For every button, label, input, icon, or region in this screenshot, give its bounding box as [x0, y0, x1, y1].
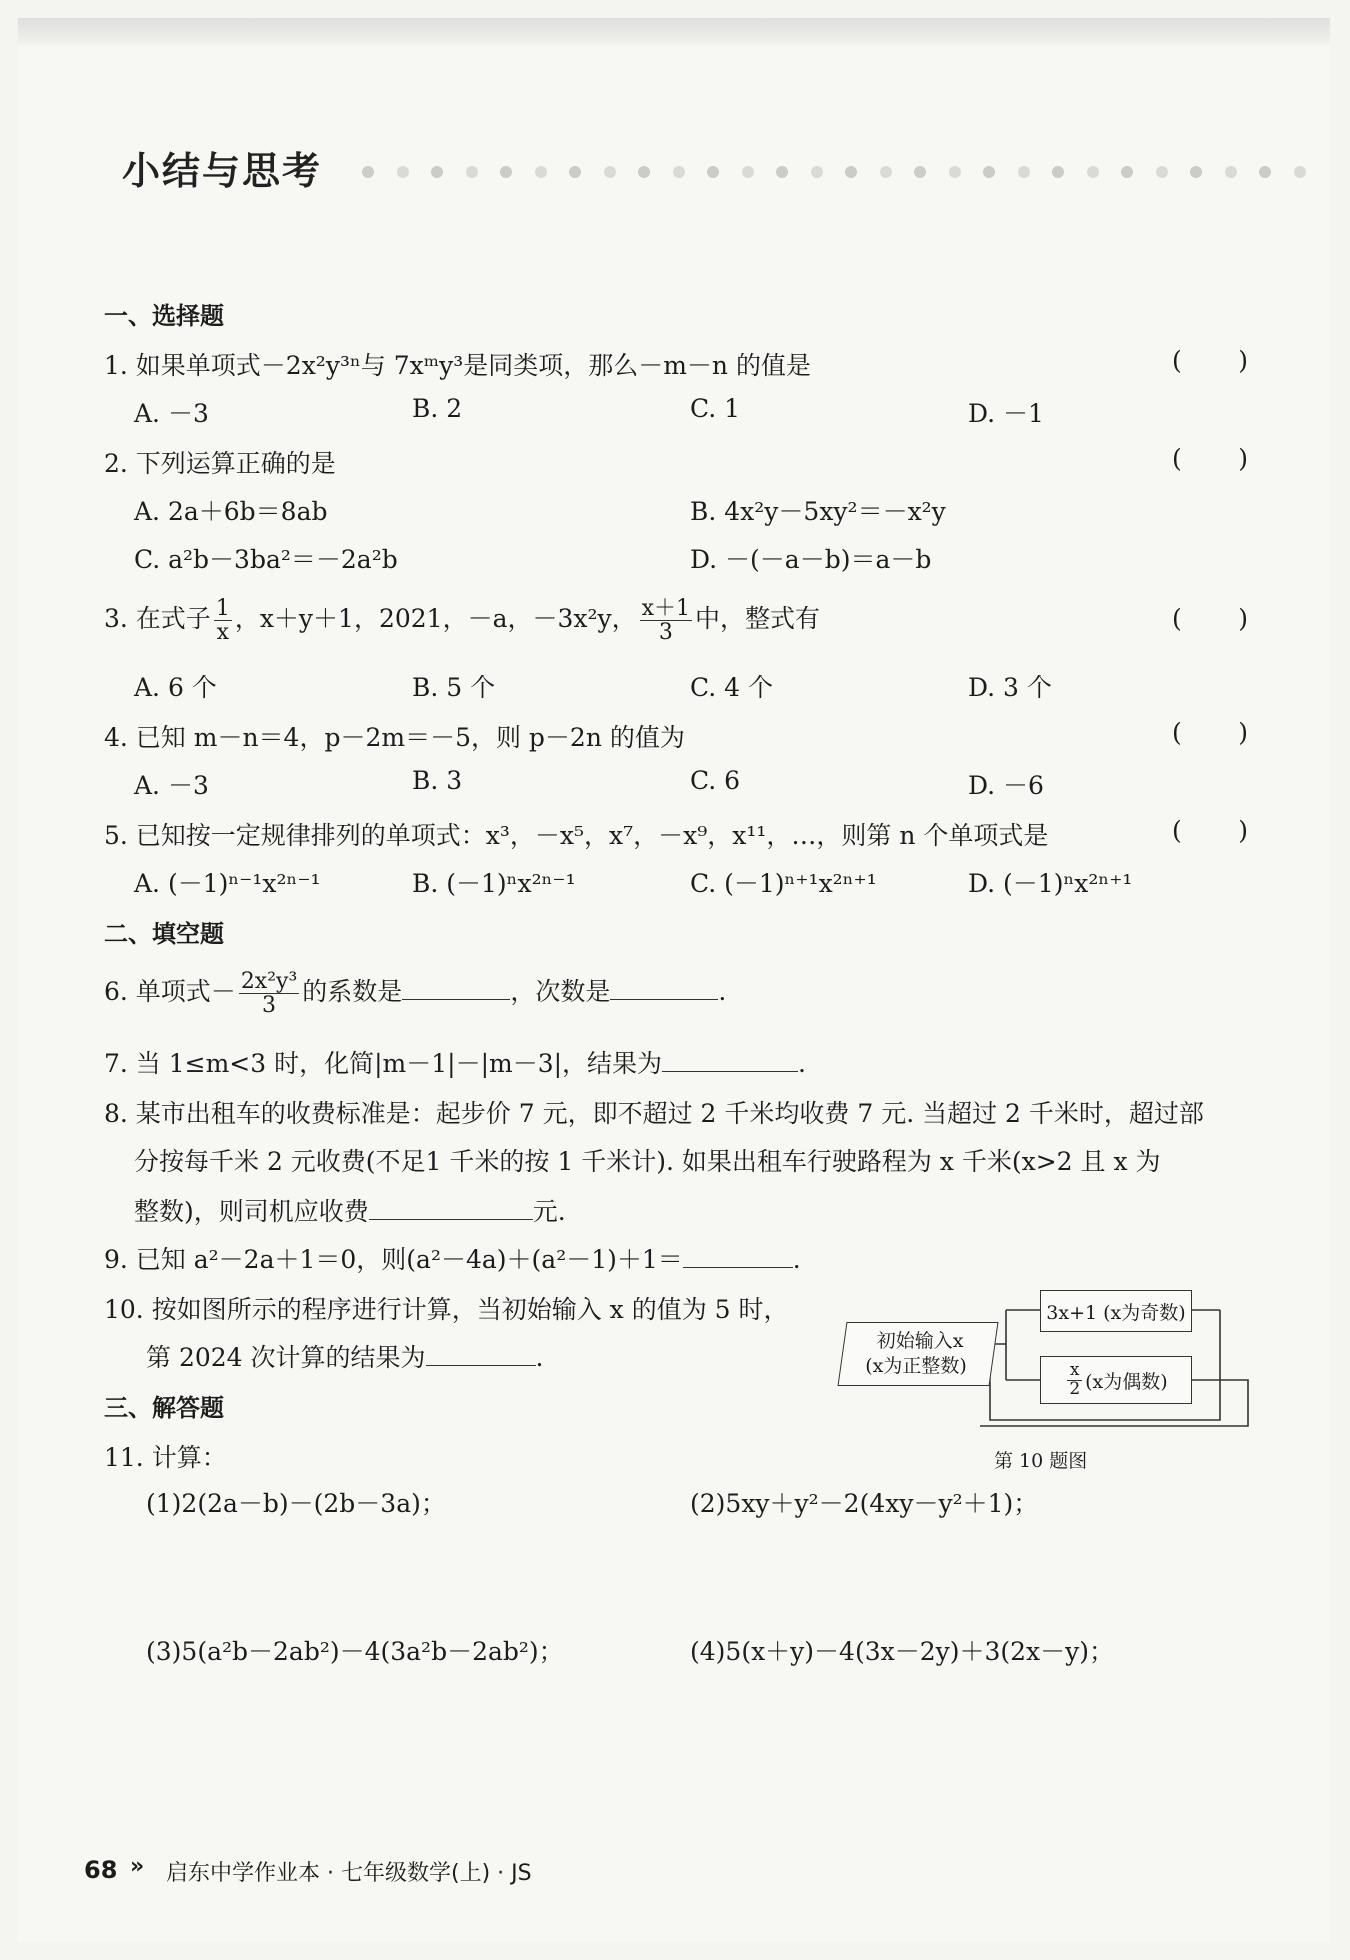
title-dot	[1087, 166, 1099, 178]
q4-stem: 4. 已知 m－n＝4，p－2m＝－5，则 p－2n 的值为	[104, 723, 685, 752]
q7-text: 7. 当 1≤m<3 时，化简|m－1|－|m－3|，结果为 .	[104, 1049, 806, 1078]
q5-stem: 5. 已知按一定规律排列的单项式：x³，－x⁵，x⁷，－x⁹，x¹¹，…，则第 n 个单项式是	[104, 821, 1049, 850]
title-dot	[880, 166, 892, 178]
flowchart-odd-box: 3x+1 (x为奇数)	[1040, 1290, 1192, 1332]
title-dot	[1294, 166, 1306, 178]
q8-line3: 整数)，则司机应收费 元.	[134, 1197, 566, 1226]
q8-blank[interactable]	[369, 1195, 533, 1220]
top-band	[18, 18, 1330, 46]
title-dot	[500, 166, 512, 178]
q3-fraction-x-plus-1-over-3: $\frac{x+1}{3}$	[641, 595, 691, 645]
q2-option-a: A. 2a＋6b＝8ab	[134, 497, 328, 526]
title-dot	[397, 166, 409, 178]
title-dot	[742, 166, 754, 178]
q4-option-c: C. 6	[690, 766, 741, 795]
q10-blank[interactable]	[426, 1341, 536, 1366]
title-dot	[1259, 166, 1271, 178]
q1-stem: 1. 如果单项式－2x²y³ⁿ与 7xᵐy³是同类项，那么－m－n 的值是	[104, 351, 811, 380]
footer-page-number: 68	[84, 1856, 118, 1884]
title-dot	[362, 166, 374, 178]
q3-option-c: C. 4 个	[690, 673, 773, 702]
title-dot	[569, 166, 581, 178]
q1-option-b: B. 2	[412, 394, 463, 423]
q5-option-d: D. (－1)ⁿx²ⁿ⁺¹	[968, 869, 1133, 898]
part1-heading: 一、选择题	[104, 302, 224, 330]
q2-option-c: C. a²b－3ba²＝－2a²b	[134, 545, 398, 574]
q8-line2: 分按每千米 2 元收费(不足1 千米的按 1 千米计). 如果出租车行驶路程为 x 千米(x>2 且 x 为	[134, 1147, 1161, 1176]
part2-heading: 二、填空题	[104, 920, 224, 948]
q6-blank-coefficient[interactable]	[402, 975, 510, 1000]
q5-option-b: B. (－1)ⁿx²ⁿ⁻¹	[412, 869, 576, 898]
title-dot	[1121, 166, 1133, 178]
title-dot	[673, 166, 685, 178]
title-dot	[983, 166, 995, 178]
title-dot	[1156, 166, 1168, 178]
q2-option-b: B. 4x²y－5xy²＝－x²y	[690, 497, 946, 526]
q4-option-a: A. －3	[134, 771, 209, 800]
title-dot	[707, 166, 719, 178]
title-dot	[604, 166, 616, 178]
q11-part2: (2)5xy＋y²－2(4xy－y²＋1)；	[690, 1489, 1039, 1518]
title-dot	[1190, 166, 1202, 178]
title-dot	[1052, 166, 1064, 178]
q5-option-a: A. (－1)ⁿ⁻¹x²ⁿ⁻¹	[134, 869, 321, 898]
q4-option-d: D. －6	[968, 771, 1044, 800]
title-dot	[1225, 166, 1237, 178]
section-title: 小结与思考	[122, 149, 323, 193]
part3-heading: 三、解答题	[104, 1394, 224, 1422]
q5-option-c: C. (－1)ⁿ⁺¹x²ⁿ⁺¹	[690, 869, 877, 898]
q2-option-d: D. －(－a－b)＝a－b	[690, 545, 932, 574]
q11-stem: 11. 计算：	[104, 1443, 227, 1472]
title-dot	[949, 166, 961, 178]
title-dot	[431, 166, 443, 178]
title-dot	[914, 166, 926, 178]
q3-option-a: A. 6 个	[134, 673, 217, 702]
q4-option-b: B. 3	[412, 766, 463, 795]
q9-text: 9. 已知 a²－2a＋1＝0，则(a²－4a)＋(a²－1)＋1＝ .	[104, 1245, 801, 1274]
q11-part4: (4)5(x＋y)－4(3x－2y)＋3(2x－y)；	[690, 1637, 1115, 1666]
q6-blank-degree[interactable]	[610, 975, 718, 1000]
q6-fraction: $\frac{\text{2x²y³}}{3}$	[240, 968, 298, 1018]
q3-option-b: B. 5 个	[412, 673, 496, 702]
q6-text: 6. 单项式－ $\frac{\text{2x²y³}}{3}$ 的系数是 ，次数是 .	[104, 968, 727, 1018]
title-dot	[466, 166, 478, 178]
title-dot	[638, 166, 650, 178]
q2-stem: 2. 下列运算正确的是	[104, 449, 336, 478]
footer-book-title: 启东中学作业本 · 七年级数学(上) · JS	[166, 1861, 532, 1886]
q10-line2: 第 2024 次计算的结果为 .	[146, 1343, 544, 1372]
q8-line1: 8. 某市出租车的收费标准是：起步价 7 元，即不超过 2 千米均收费 7 元. 当超过 2 千米时，超过部	[104, 1099, 1204, 1128]
title-dot	[811, 166, 823, 178]
q7-blank[interactable]	[662, 1047, 798, 1072]
q3-fraction-1-over-x: $\frac{1}{x}$	[215, 595, 230, 645]
q1-option-c: C. 1	[690, 394, 741, 423]
q3-option-d: D. 3 个	[968, 673, 1052, 702]
flowchart-even-box: $\frac{x}{2}$ (x为偶数)	[1040, 1356, 1192, 1404]
title-dot	[535, 166, 547, 178]
figure-caption: 第 10 题图	[994, 1450, 1088, 1472]
title-dot	[845, 166, 857, 178]
q10-line1: 10. 按如图所示的程序进行计算，当初始输入 x 的值为 5 时，	[104, 1295, 789, 1324]
q11-part3: (3)5(a²b－2ab²)－4(3a²b－2ab²)；	[146, 1637, 564, 1666]
title-dot	[776, 166, 788, 178]
q9-blank[interactable]	[683, 1243, 793, 1268]
q3-stem: 3. 在式子 $\frac{1}{x}$ ，x＋y＋1，2021，－a，－3x²y， $\frac{x+1}{3}$ 中，整式有	[104, 595, 821, 645]
q1-option-d: D. －1	[968, 399, 1044, 428]
title-dot	[1018, 166, 1030, 178]
q11-part1: (1)2(2a－b)－(2b－3a)；	[146, 1489, 446, 1518]
footer-chevron-icon: »	[130, 1854, 145, 1879]
q1-option-a: A. －3	[134, 399, 209, 428]
flowchart-input-box: 初始输入x (x为正整数)	[838, 1322, 999, 1386]
